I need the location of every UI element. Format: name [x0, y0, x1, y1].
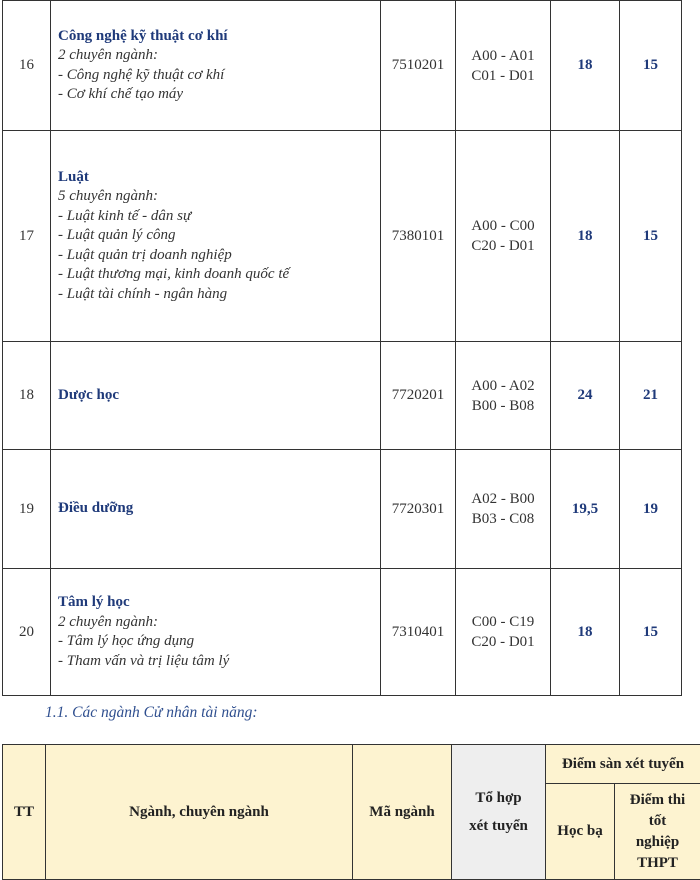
specialization-line: - Luật kinh tế - dân sự	[58, 207, 380, 227]
combo-line: A00 - C00	[456, 216, 550, 236]
specialization-line: - Luật tài chính - ngân hàng	[58, 285, 380, 305]
header-hoc-ba: Học bạ	[546, 784, 615, 880]
combo-cell	[456, 342, 551, 450]
header-thpt	[615, 784, 700, 880]
major-code: 7310401	[381, 569, 456, 696]
table-row	[3, 131, 682, 342]
specialization-line: 2 chuyên ngành:	[58, 46, 380, 66]
major-name: Luật	[58, 168, 380, 188]
major-cell	[51, 450, 381, 569]
major-name: Dược học	[58, 386, 380, 406]
header-score-group: Điểm sàn xét tuyển	[546, 745, 700, 784]
score-hoc-ba: 18	[551, 131, 620, 342]
table-row	[3, 342, 682, 450]
major-name: Tâm lý học	[58, 593, 380, 613]
combo-line: A00 - A01	[456, 46, 550, 66]
combo-line: B00 - B08	[456, 396, 550, 416]
header-combo	[452, 745, 546, 880]
score-thpt: 15	[620, 569, 682, 696]
major-code: 7720301	[381, 450, 456, 569]
combo-line: A02 - B00	[456, 489, 550, 509]
combo-line: C01 - D01	[456, 66, 550, 86]
combo-cell	[456, 569, 551, 696]
header-thpt-line: Điểm thi	[615, 790, 700, 811]
row-number: 20	[3, 569, 51, 696]
major-name: Công nghệ kỹ thuật cơ khí	[58, 27, 380, 47]
table-row	[3, 450, 682, 569]
major-cell	[51, 569, 381, 696]
combo-cell	[456, 450, 551, 569]
specialization-line: - Cơ khí chế tạo máy	[58, 85, 380, 105]
combo-line: B03 - C08	[456, 509, 550, 529]
score-hoc-ba: 19,5	[551, 450, 620, 569]
section-title: 1.1. Các ngành Cử nhân tài năng:	[45, 704, 258, 722]
major-code: 7380101	[381, 131, 456, 342]
table-row	[3, 569, 682, 696]
specialization-line: - Luật thương mại, kinh doanh quốc tế	[58, 265, 380, 285]
header-code: Mã ngành	[353, 745, 452, 880]
combo-cell	[456, 131, 551, 342]
header-thpt-line: THPT	[615, 853, 700, 874]
combo-line: C20 - D01	[456, 236, 550, 256]
major-name: Điều dưỡng	[58, 499, 380, 519]
header-tt: TT	[3, 745, 46, 880]
major-code: 7510201	[381, 1, 456, 131]
specialization-line: - Luật quản trị doanh nghiệp	[58, 246, 380, 266]
header-thpt-line: tốt	[615, 811, 700, 832]
combo-line: A00 - A02	[456, 376, 550, 396]
specialization-line: - Tham vấn và trị liệu tâm lý	[58, 652, 380, 672]
table-row	[3, 1, 682, 131]
row-number: 19	[3, 450, 51, 569]
majors-table-body	[3, 1, 682, 696]
header-thpt-line: nghiệp	[615, 832, 700, 853]
specialization-line: 2 chuyên ngành:	[58, 613, 380, 633]
score-thpt: 15	[620, 1, 682, 131]
major-code: 7720201	[381, 342, 456, 450]
row-number: 18	[3, 342, 51, 450]
header-combo-line1: Tổ hợp	[452, 784, 545, 812]
header-major: Ngành, chuyên ngành	[46, 745, 353, 880]
specialization-line: - Tâm lý học ứng dụng	[58, 632, 380, 652]
majors-table	[2, 0, 682, 696]
score-thpt: 21	[620, 342, 682, 450]
header-combo-line2: xét tuyển	[452, 812, 545, 840]
major-cell	[51, 131, 381, 342]
combo-line: C20 - D01	[456, 632, 550, 652]
combo-line: C00 - C19	[456, 612, 550, 632]
score-hoc-ba: 24	[551, 342, 620, 450]
score-thpt: 19	[620, 450, 682, 569]
major-cell	[51, 1, 381, 131]
specialization-line: 5 chuyên ngành:	[58, 187, 380, 207]
score-hoc-ba: 18	[551, 569, 620, 696]
score-hoc-ba: 18	[551, 1, 620, 131]
combo-cell	[456, 1, 551, 131]
score-thpt: 15	[620, 131, 682, 342]
specialization-line: - Luật quản lý công	[58, 226, 380, 246]
row-number: 16	[3, 1, 51, 131]
row-number: 17	[3, 131, 51, 342]
major-cell	[51, 342, 381, 450]
talent-table-header	[2, 744, 700, 880]
specialization-line: - Công nghệ kỹ thuật cơ khí	[58, 66, 380, 86]
